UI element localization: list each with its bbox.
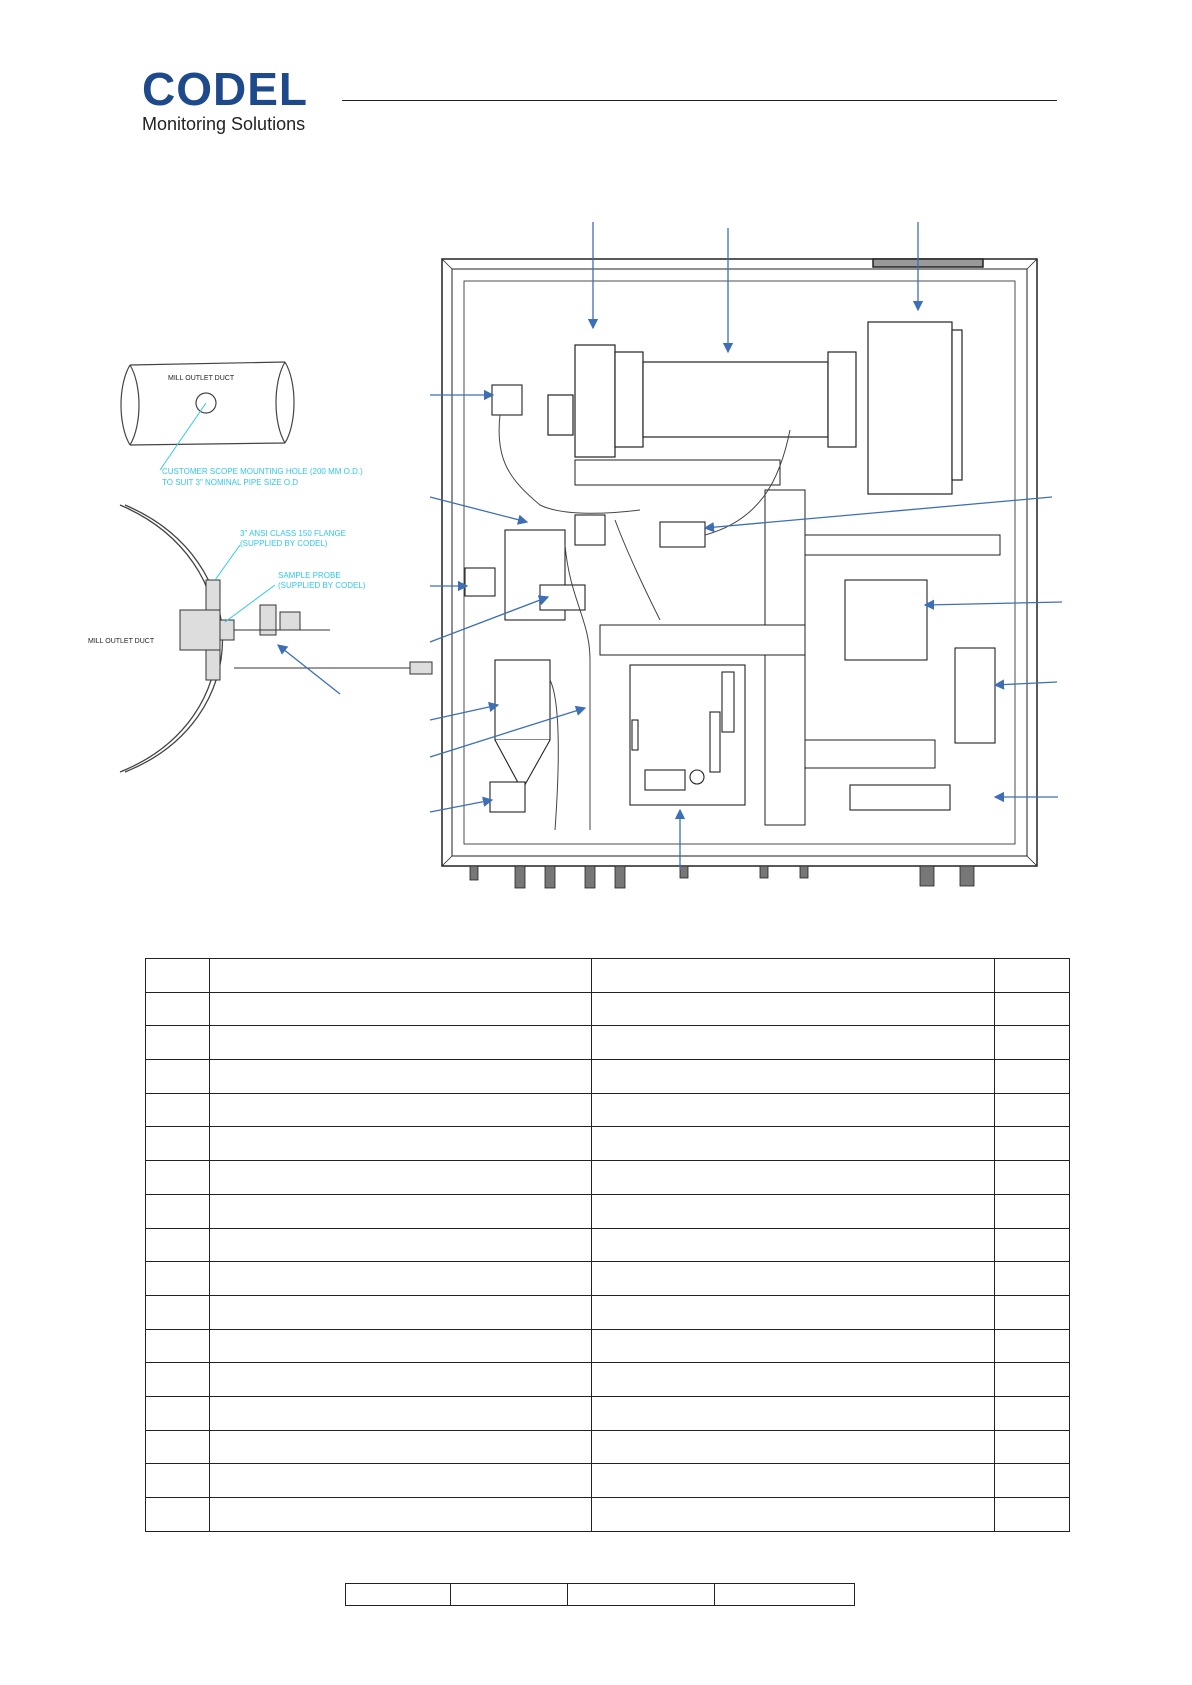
controller-pcb: [630, 665, 745, 805]
flange-and-probe: [180, 580, 432, 680]
logo-wordmark: CODEL: [142, 63, 308, 115]
table-row: [146, 1093, 1070, 1127]
duct-label-top: MILL OUTLET DUCT: [168, 375, 235, 382]
table-row: [146, 992, 1070, 1026]
note-mounting-1: CUSTOMER SCOPE MOUNTING HOLE (200 MM O.D.): [162, 467, 363, 476]
table-row: [146, 1396, 1070, 1430]
parts-table-body: [146, 959, 1070, 1532]
note-probe-1: SAMPLE PROBE: [278, 571, 341, 580]
note-mounting-2: TO SUIT 3" NOMINAL PIPE SIZE O.D: [162, 478, 299, 487]
logo-tagline: Monitoring Solutions: [142, 114, 306, 134]
parts-list-table: [145, 958, 1070, 1532]
table-row: [146, 1228, 1070, 1262]
note-probe-2: (SUPPLIED BY CODEL): [278, 581, 366, 590]
cable-glands: [470, 866, 974, 888]
table-row: [146, 1498, 1070, 1532]
table-row: [146, 1026, 1070, 1060]
table-row: [146, 1363, 1070, 1397]
table-row: [146, 1464, 1070, 1498]
table-row: [146, 1295, 1070, 1329]
duct-label-left: MILL OUTLET DUCT: [88, 638, 155, 645]
table-row: [146, 1127, 1070, 1161]
table-row: [146, 1430, 1070, 1464]
table-row: [146, 1262, 1070, 1296]
footer-table: [345, 1583, 855, 1606]
table-row: [146, 1060, 1070, 1094]
footer-row: [346, 1584, 855, 1606]
table-row: [146, 1194, 1070, 1228]
note-flange-1: 3" ANSI CLASS 150 FLANGE: [240, 529, 346, 538]
table-row: [146, 1329, 1070, 1363]
table-row: [146, 1161, 1070, 1195]
note-flange-2: (SUPPLIED BY CODEL): [240, 539, 328, 548]
table-row: [146, 959, 1070, 993]
